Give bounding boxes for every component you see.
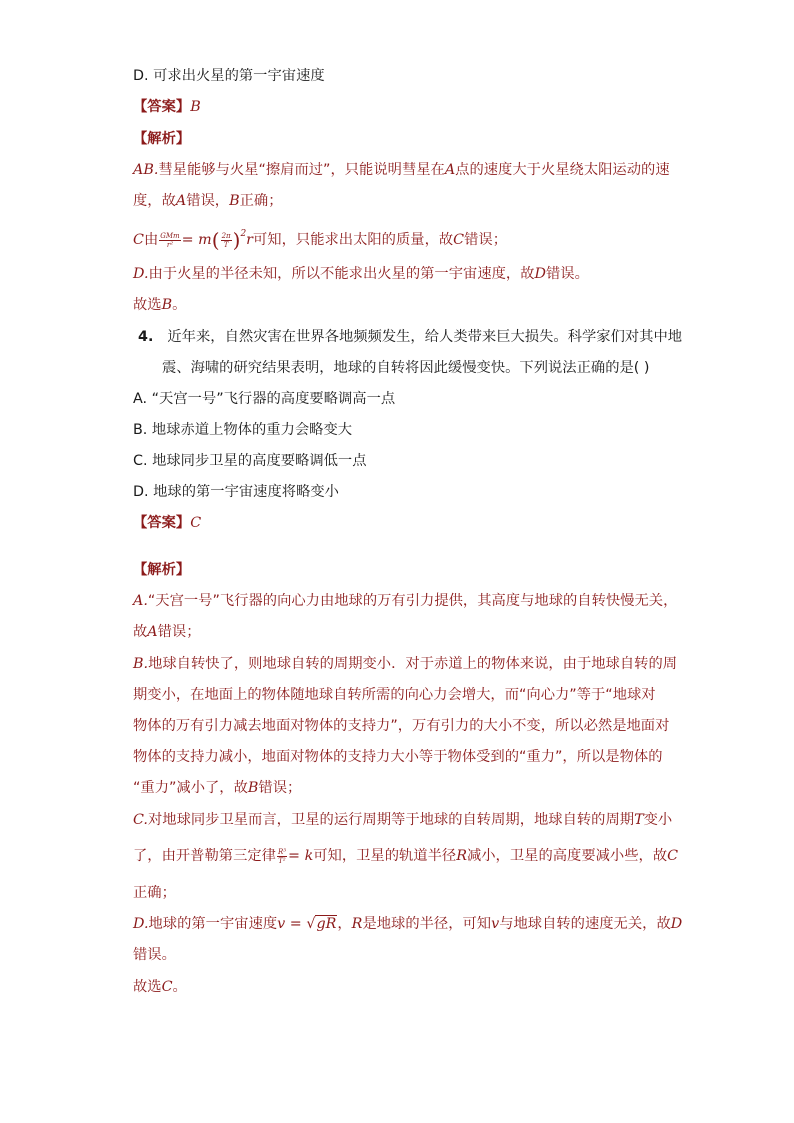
q3-option-d: D. 可求出火星的第一宇宙速度 [133, 68, 325, 84]
q4-analysis-b-line3: 物体的万有引力减去地面对物体的支持力”，万有引力的大小不变，所以必然是地面对 [133, 718, 670, 734]
q4-option-d: D. 地球的第一宇宙速度将略变小 [133, 484, 339, 500]
q3-analysis-ab-line2: 度，故A错误，B正确； [133, 193, 283, 209]
q3-analysis-c: C由 $\frac{\text{GMm}}{\text{r²}}$ = m( $\frac{2\pi}{T}$ )$^2$r可知，只能求出太阳的质量，故C错误； [133, 228, 508, 252]
q3-analysis-ab-line1: AB.彗星能够与火星“擦肩而过”，只能说明彗星在A点的速度大于火星绕太阳运动的速 [133, 162, 670, 178]
q4-option-c: C. 地球同步卫星的高度要略调低一点 [133, 453, 367, 469]
q4-analysis-b-line4: 物体的支持力减小，地面对物体的支持力大小等于物体受到的“重力”，所以是物体的 [133, 749, 663, 765]
q4-option-a: A. “天宫一号”飞行器的高度要略调高一点 [133, 391, 396, 407]
q4-analysis-label: 【解析】 [133, 562, 191, 578]
q4-analysis-c-line2: 了，由开普勒第三定律 $\frac{\text{R³}}{\text{T²}}$ = k可知，卫星的轨道半径R减小，卫星的高度要减小些，故C [133, 847, 679, 865]
gmm-over-r2-fraction: $\frac{\text{GMm}}{\text{r²}}$ [160, 231, 180, 249]
q4-analysis-b-line1: B.地球自转快了，则地球自转的周期变小．对于赤道上的物体来说，由于地球自转的周 [133, 656, 678, 672]
2pi-over-t-fraction: $\frac{2\pi}{T}$ [221, 231, 231, 249]
q4-answer: 【答案】C [133, 515, 202, 531]
q3-analysis-label: 【解析】 [133, 131, 191, 147]
q4-analysis-c-line1: C.对地球同步卫星而言，卫星的运行周期等于地球的自转周期，地球自转的周期T变小 [133, 812, 673, 828]
q4-analysis-d-line2: 错误。 [133, 947, 176, 963]
q3-answer: 【答案】B [133, 99, 201, 115]
q4-choose: 故选C。 [133, 979, 187, 995]
q4-option-b: B. 地球赤道上物体的重力会略变大 [133, 422, 353, 438]
sqrt-symbol: √ [306, 916, 316, 932]
q4-analysis-c-line3: 正确； [133, 885, 176, 901]
q4-analysis-d-line1: D.地球的第一宇宙速度v = √gR，R是地球的半径，可知v与地球自转的速度无关，故D [133, 916, 683, 932]
q4-stem-line1: 4. 近年来，自然灾害在世界各地频频发生，给人类带来巨大损失。科学家们对其中地 [138, 329, 683, 345]
r3-over-t2-fraction: $\frac{\text{R³}}{\text{T²}}$ [277, 847, 287, 865]
q4-analysis-a-line1: A.“天宫一号”飞行器的向心力由地球的万有引力提供，其高度与地球的自转快慢无关， [133, 593, 678, 609]
q4-analysis-b-line5: “重力”减小了，故B错误； [133, 780, 302, 796]
q4-analysis-b-line2: 期变小，在地面上的物体随地球自转所需的向心力会增大，而“向心力”等于“地球对 [133, 687, 656, 703]
q4-stem-line2: 震、海啸的研究结果表明，地球的自转将因此缓慢变快。下列说法正确的是( ) [162, 360, 650, 376]
q3-analysis-d: D.由于火星的半径未知，所以不能求出火星的第一宇宙速度，故D错误。 [133, 266, 589, 282]
q3-choose: 故选B。 [133, 297, 187, 313]
q4-analysis-a-line2: 故A错误； [133, 624, 201, 640]
